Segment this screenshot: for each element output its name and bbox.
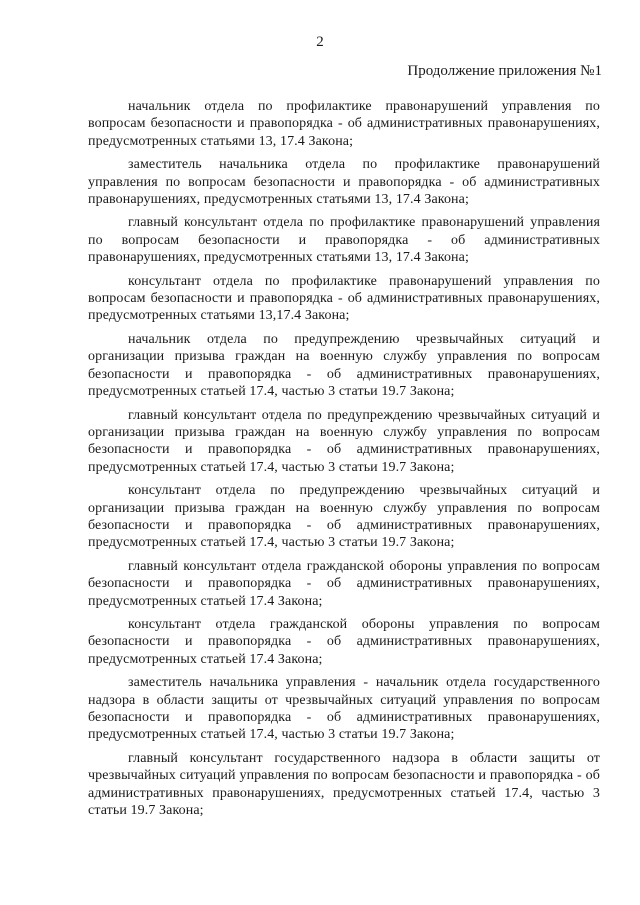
paragraph: главный консультант отдела по профилактике правонарушений управления по вопросам безопасности и правопорядка - об административных правонарушениях, предусмотренных статьями 13, 17.4 Закона; [88,215,600,266]
paragraph: начальник отдела по предупреждению чрезвычайных ситуаций и организации призыва граждан на военную службу управления по вопросам безопасности и правопорядка - об административных правонарушениях, предусмотренных статьей 17.4, частью 3 статьи 19.7 Закона; [88,331,600,400]
paragraph: главный консультант отдела по предупреждению чрезвычайных ситуаций и организации призыва граждан на военную службу управления по вопросам безопасности и правопорядка - об административных правонарушениях, предусмотренных статьей 17.4, частью 3 статьи 19.7 Закона; [88,407,600,475]
paragraph: консультант отдела гражданской обороны управления по вопросам безопасности и правопорядка - об административных правонарушениях, предусмотренных статьей 17.4 Закона; [88,616,600,667]
paragraph: заместитель начальника отдела по профилактике правонарушений управления по вопросам безопасности и правопорядка - об административных правонарушениях, предусмотренных статьями 13, 17.4 Закона; [88,157,600,208]
page-number: 2 [316,34,324,50]
paragraph: главный консультант государственного надзора в области защиты от чрезвычайных ситуаций управления по вопросам безопасности и правопорядка - об административных правонарушениях, предусмотренных статьей 17.4, частью 3 статьи 19.7 Закона; [88,750,600,819]
paragraph: консультант отдела по профилактике правонарушений управления по вопросам безопасности и правопорядка - об административных правонарушениях, предусмотренных статьями 13,17.4 Закона; [88,273,600,324]
paragraph: консультант отдела по предупреждению чрезвычайных ситуаций и организации призыва граждан на военную службу управления по вопросам безопасности и правопорядка - об административных правонарушениях, предусмотренных статьей 17.4, частью 3 статьи 19.7 Закона; [88,483,600,551]
appendix-heading: Продолжение приложения №1 [407,63,602,79]
paragraph: главный консультант отдела гражданской обороны управления по вопросам безопасности и правопорядка - об административных правонарушениях, предусмотренных статьей 17.4 Закона; [88,558,600,609]
paragraph: начальник отдела по профилактике правонарушений управления по вопросам безопасности и правопорядка - об административных правонарушениях, предусмотренных статьями 13, 17.4 Закона; [88,99,600,149]
paragraph: заместитель начальника управления - начальник отдела государственного надзора в области защиты от чрезвычайных ситуаций управления по вопросам безопасности и правопорядка - об административных правонарушениях, предусмотренных статьей 17.4, частью 3 статьи 19.7 Закона; [88,675,600,743]
document-body [88,98,600,825]
